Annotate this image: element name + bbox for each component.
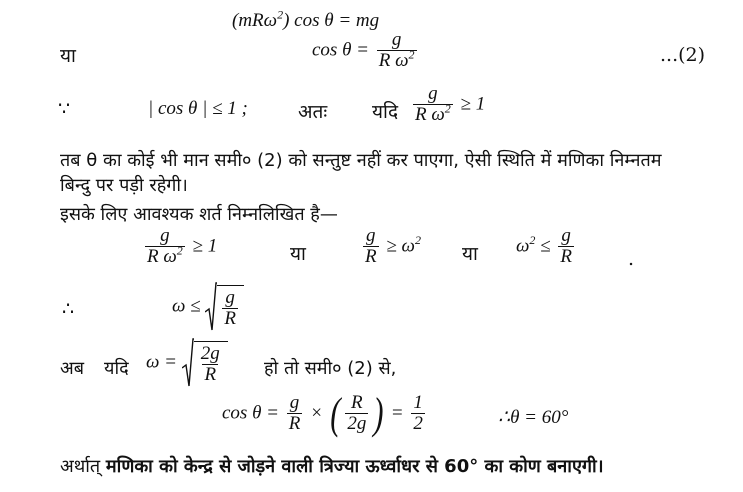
condition-fraction xyxy=(410,84,485,126)
final-prefix: अर्थात् xyxy=(60,456,101,477)
equation-cos-result xyxy=(222,389,428,438)
abs-cos-leq-1: | cos θ | ≤ 1 ; xyxy=(148,98,248,119)
radicand xyxy=(217,285,244,330)
stray-dot: . xyxy=(628,248,635,270)
relation-geq-1: ≥ 1 xyxy=(460,93,486,115)
fraction-cond-2 xyxy=(363,226,379,268)
left-paren: ( xyxy=(329,389,341,438)
right-paren: ) xyxy=(373,389,384,438)
equals: = xyxy=(390,402,404,424)
sqrt-g-over-r xyxy=(205,282,244,332)
fraction-den xyxy=(377,47,417,72)
fraction-den-sup: 2 xyxy=(444,101,451,116)
equation-omega-eq xyxy=(146,338,228,388)
fraction-radicand xyxy=(199,344,222,386)
fraction-cond-1 xyxy=(145,226,185,268)
paragraph-1-line-1: तब θ का कोई भी मान समी० (2) को सन्तुष्ट नहीं कर पाएगा, ऐसी स्थिति में मणिका निम्नतम xyxy=(60,150,662,171)
word-yadi: यदि xyxy=(372,101,399,123)
fraction-num: g xyxy=(225,286,235,308)
fraction-radicand xyxy=(222,288,238,330)
fraction-den xyxy=(145,243,185,268)
word-ya-2: या xyxy=(462,243,478,265)
fraction-den: R xyxy=(560,245,572,267)
word-yadi-2: यदि xyxy=(104,358,129,379)
fraction-num: R xyxy=(351,392,363,414)
fraction-num: g xyxy=(561,225,571,246)
because-symbol: ∵ xyxy=(58,98,71,120)
condition-1 xyxy=(142,226,217,268)
relation-sup: 2 xyxy=(414,232,421,247)
fraction-den-text: R ω xyxy=(147,245,177,267)
omega-sup: 2 xyxy=(529,232,536,247)
therefore-symbol: ∴ xyxy=(62,298,75,320)
fraction-g-over-romega2 xyxy=(377,30,417,72)
relation: ≥ ω xyxy=(386,235,415,257)
fraction-r-over-2g xyxy=(345,393,368,435)
fraction-den: 2g xyxy=(347,413,367,435)
eq-cos-lhs: cos θ = xyxy=(312,39,369,61)
relation: ≤ xyxy=(540,235,551,257)
times: × xyxy=(310,402,323,424)
fraction-g-over-romega2-b xyxy=(413,84,453,126)
final-statement xyxy=(60,454,604,478)
condition-3 xyxy=(516,226,577,268)
eq-top-sup: 2 xyxy=(277,7,284,22)
cos-lhs: cos θ = xyxy=(222,402,279,424)
radical-icon xyxy=(182,338,194,388)
final-bold-text: मणिका को केन्द्र से जोड़ने वाली त्रिज्या ऊर्ध्वाधर से 60° का कोण बनाएगी। xyxy=(105,456,604,477)
paragraph-1-line-2: बिन्दु पर पड़ी रहेगी। xyxy=(60,175,188,196)
omega-leq: ω ≤ xyxy=(172,295,201,317)
word-ya: या xyxy=(60,45,76,67)
fraction-num: 1 xyxy=(413,392,423,414)
equation-tag: ...(2) xyxy=(660,44,706,66)
theta-result: ∴θ = 60° xyxy=(498,407,569,428)
fraction-den: R xyxy=(224,307,236,329)
fraction-num: g xyxy=(428,83,438,104)
eq-top-rhs: ) cos θ = mg xyxy=(283,10,380,31)
fraction-den-text: R ω xyxy=(415,103,445,125)
equation-omega-leq xyxy=(172,282,244,332)
equation-cos-theta xyxy=(312,30,420,72)
word-atah: अतः xyxy=(298,101,328,123)
equation-top xyxy=(232,7,380,32)
ab-line-tail: हो तो समी० (2) से, xyxy=(264,358,397,379)
fraction-g-over-r xyxy=(287,393,303,435)
fraction-num: 2g xyxy=(200,342,220,364)
word-ya-1: या xyxy=(290,243,306,265)
radicand xyxy=(194,341,228,386)
fraction-den-sup: 2 xyxy=(408,47,415,62)
fraction-cond-3 xyxy=(558,226,574,268)
sqrt-2g-over-r xyxy=(182,338,228,388)
fraction-den: R xyxy=(365,245,377,267)
fraction-num: g xyxy=(289,392,300,414)
condition-2 xyxy=(360,226,421,268)
fraction-num: g xyxy=(366,225,376,246)
fraction-den: 2 xyxy=(413,413,423,435)
omega-eq: ω = xyxy=(146,351,177,373)
omega: ω xyxy=(516,235,530,257)
paragraph-2: इसके लिए आवश्यक शर्त निम्नलिखित है— xyxy=(60,204,338,225)
fraction-den: R xyxy=(288,413,301,435)
eq-top-lhs: (mRω xyxy=(232,10,278,31)
fraction-num: g xyxy=(160,225,170,246)
fraction-den-text: R ω xyxy=(378,49,409,71)
relation: ≥ 1 xyxy=(192,235,218,257)
fraction-half xyxy=(411,393,425,435)
fraction-den: R xyxy=(204,363,217,385)
fraction-den xyxy=(413,101,453,126)
radical-icon xyxy=(205,282,217,332)
fraction-num: g xyxy=(391,29,402,50)
fraction-den-sup: 2 xyxy=(176,243,183,258)
word-ab: अब xyxy=(60,358,85,379)
